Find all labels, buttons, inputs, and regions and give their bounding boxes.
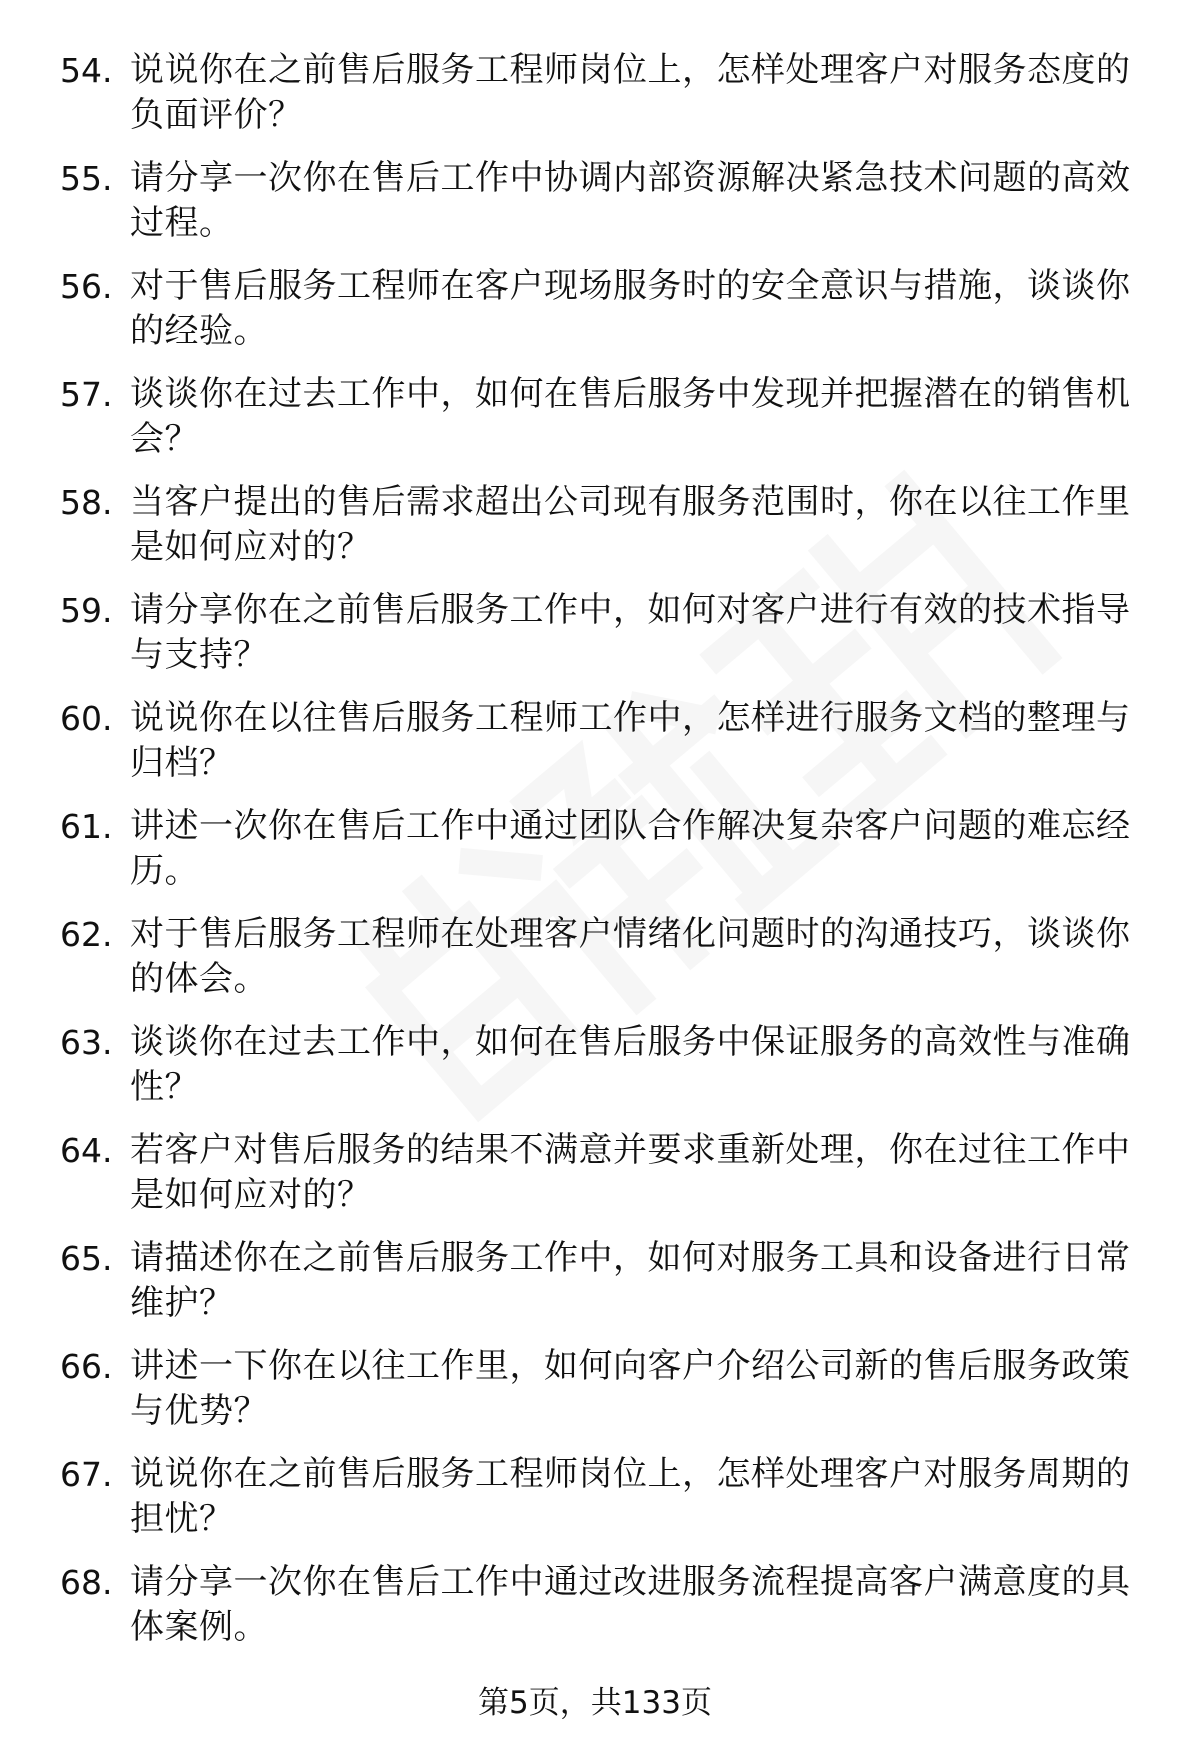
question-number: 65. [60, 1239, 113, 1278]
question-number: 56. [60, 267, 113, 306]
question-text: 说说你在以往售后服务工程师工作中，怎样进行服务文档的整理与归档？ [130, 698, 1131, 783]
question-text: 请分享你在之前售后服务工作中，如何对客户进行有效的技术指导与支持？ [130, 590, 1131, 675]
page-footer: 第5页，共133页 [478, 1685, 712, 1721]
list-item [60, 1128, 1150, 1236]
question-number: 58. [60, 483, 113, 522]
question-text: 对于售后服务工程师在客户现场服务时的安全意识与措施，谈谈你的经验。 [130, 266, 1131, 351]
question-number: 59. [60, 591, 113, 630]
question-text: 若客户对售后服务的结果不满意并要求重新处理，你在过往工作中是如何应对的？ [130, 1130, 1131, 1215]
list-item [60, 1020, 1150, 1128]
question-text: 对于售后服务工程师在处理客户情绪化问题时的沟通技巧，谈谈你的体会。 [130, 914, 1131, 999]
list-item [60, 804, 1150, 912]
question-text: 请分享一次你在售后工作中协调内部资源解决紧急技术问题的高效过程。 [130, 158, 1131, 243]
question-text: 请描述你在之前售后服务工作中，如何对服务工具和设备进行日常维护？ [130, 1238, 1131, 1323]
question-number: 67. [60, 1455, 113, 1494]
question-number: 68. [60, 1563, 113, 1602]
list-item [60, 912, 1150, 1020]
question-text: 说说你在之前售后服务工程师岗位上，怎样处理客户对服务态度的负面评价？ [130, 50, 1131, 135]
question-text: 谈谈你在过去工作中，如何在售后服务中保证服务的高效性与准确性？ [130, 1022, 1131, 1107]
question-number: 62. [60, 915, 113, 954]
list-item [60, 372, 1150, 480]
list-item [60, 1560, 1150, 1668]
question-list [60, 48, 1150, 1668]
question-text: 讲述一下你在以往工作里，如何向客户介绍公司新的售后服务政策与优势？ [130, 1346, 1131, 1431]
list-item [60, 156, 1150, 264]
question-text: 谈谈你在过去工作中，如何在售后服务中发现并把握潜在的销售机会？ [130, 374, 1131, 459]
list-item [60, 1452, 1150, 1560]
question-text: 请分享一次你在售后工作中通过改进服务流程提高客户满意度的具体案例。 [130, 1562, 1131, 1647]
list-item [60, 1344, 1150, 1452]
question-number: 55. [60, 159, 113, 198]
list-item [60, 588, 1150, 696]
question-number: 66. [60, 1347, 113, 1386]
question-text: 当客户提出的售后需求超出公司现有服务范围时，你在以往工作里是如何应对的？ [130, 482, 1131, 567]
question-number: 60. [60, 699, 113, 738]
list-item [60, 48, 1150, 156]
question-text: 讲述一次你在售后工作中通过团队合作解决复杂客户问题的难忘经历。 [130, 806, 1131, 891]
question-text: 说说你在之前售后服务工程师岗位上，怎样处理客户对服务周期的担忧？ [130, 1454, 1131, 1539]
list-item [60, 696, 1150, 804]
question-number: 61. [60, 807, 113, 846]
question-number: 54. [60, 51, 113, 90]
list-item [60, 480, 1150, 588]
list-item [60, 264, 1150, 372]
question-number: 64. [60, 1131, 113, 1170]
list-item [60, 1236, 1150, 1344]
question-number: 63. [60, 1023, 113, 1062]
question-number: 57. [60, 375, 113, 414]
